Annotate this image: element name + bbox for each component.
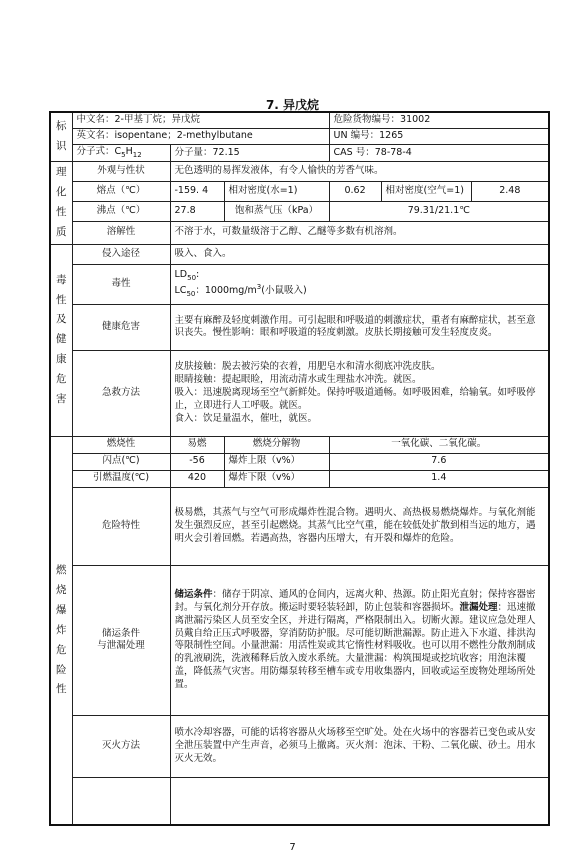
hazard-label: 危险特性 [72, 487, 170, 565]
en-name: 英文名：isopentane；2-methylbutane [72, 128, 329, 144]
route-value: 吸入、食入。 [170, 244, 549, 264]
extinguish-label: 灭火方法 [72, 715, 170, 777]
cn-name: 中文名：2-甲基丁烷；异戊烷 [72, 112, 329, 128]
autoignition-value: 420 [170, 470, 224, 487]
decomp-label: 燃烧分解物 [224, 436, 329, 453]
health-value: 主要有麻醉及轻度刺激作用。可引起眼和呼吸道的刺激症状，重者有麻醉症状，甚至意识丧失。慢性影响：眼和呼吸道的轻度刺激。皮肤长期接触可发生轻度皮炎。 [170, 304, 549, 350]
storage-heading: 储运条件 [174, 589, 213, 601]
flash-value: -56 [170, 453, 224, 470]
empty-label-cell [72, 777, 170, 825]
first-aid-label: 急救方法 [72, 350, 170, 436]
mol-weight: 分子量：72.15 [170, 144, 329, 161]
rel-density-air-value: 2.48 [471, 182, 549, 202]
storage-label-line1: 储运条件 [101, 627, 140, 639]
decomp-value: 一氧化碳、二氧化碳。 [329, 436, 549, 453]
vapor-value: 79.31/21.1℃ [329, 201, 549, 221]
cas-no: CAS 号：78-78-4 [329, 144, 549, 161]
bp-label: 沸点（℃） [72, 201, 170, 221]
storage-value [170, 565, 549, 715]
section-physchem: 理 化 性 质 [50, 162, 72, 245]
first-aid-ingest: 食入：饮足量温水，催吐，就医。 [174, 412, 318, 424]
formula: 分子式：$C_5H_{12}$ [72, 144, 170, 161]
lc50-value: $LC_{50}$：$1000mg/m^3$(小鼠吸入) [174, 283, 307, 299]
extinguish-value: 喷水冷却容器，可能的话将容器从火场移至空旷处。处在火场中的容器若已变色或从安全泄压装置中产生声音，必须马上撤离。灭火剂：泡沫、干粉、二氧化碳、砂土。用水灭火无效。 [170, 715, 549, 777]
msds-table [49, 111, 550, 826]
solubility-value: 不溶于水，可数量级溶于乙醇、乙醚等多数有机溶剂。 [170, 221, 549, 244]
section-toxicity: 毒 性 及 健 康 危 害 [50, 244, 72, 436]
hazard-value: 极易燃，其蒸气与空气可形成爆炸性混合物。遇明火、高热极易燃烧爆炸。与氧化剂能发生强烈反应，甚至引起燃烧。其蒸气比空气重，能在较低处扩散到相当远的地方，遇明火会引着回燃。若遇高热，容器内压增大，有开裂和爆炸的危险。 [170, 487, 549, 565]
bp-value: 27.8 [170, 201, 224, 221]
mp-label: 熔点（℃） [72, 182, 170, 202]
autoignition-label: 引燃温度(℃) [72, 470, 170, 487]
rel-density-water-label: 相对密度(水=1) [224, 182, 329, 202]
section-identity: 标 识 [50, 112, 72, 162]
upper-limit-value: 7.6 [329, 453, 549, 470]
first-aid-eye: 眼睛接触：提起眼睑，用流动清水或生理盐水冲洗。就医。 [174, 374, 422, 386]
mp-value: -159. 4 [170, 182, 224, 202]
page-number: 7 [289, 842, 296, 853]
flammability-label: 燃烧性 [72, 436, 170, 453]
lower-limit-label: 爆炸下限（v%） [224, 470, 329, 487]
first-aid-inhale: 吸入：迅速脱离现场至空气新鲜处。保持呼吸道通畅。如呼吸困难，给输氧。如呼吸停止，立即进行人工呼吸。就医。 [174, 386, 536, 411]
vapor-label: 饱和蒸气压（kPa） [224, 201, 329, 221]
storage-label-line2: 与泄漏处理 [97, 640, 145, 652]
empty-value-cell [170, 777, 549, 825]
un-no: UN 编号：1265 [329, 128, 549, 144]
upper-limit-label: 爆炸上限（v%） [224, 453, 329, 470]
solubility-label: 溶解性 [72, 221, 170, 244]
first-aid-values [170, 350, 549, 436]
appearance-label: 外观与性状 [72, 162, 170, 182]
health-label: 健康危害 [72, 304, 170, 350]
route-label: 侵入途径 [72, 244, 170, 264]
appearance-value: 无色透明的易挥发液体，有令人愉快的芳香气味。 [170, 162, 549, 182]
toxicity-label: 毒性 [72, 264, 170, 304]
rel-density-water-value: 0.62 [329, 182, 381, 202]
lower-limit-value: 1.4 [329, 470, 549, 487]
rel-density-air-label: 相对密度(空气=1) [381, 182, 471, 202]
ld50-value: $LD_{50}$: [174, 268, 200, 282]
flash-label: 闪点(℃) [72, 453, 170, 470]
leak-heading: 泄漏处理 [459, 601, 498, 613]
section-fire: 燃 烧 爆 炸 危 险 性 [50, 436, 72, 825]
storage-text: ：储存于阴凉、通风的仓间内，远离火种、热源。防止阳光直射；保持容器密封。与氧化剂分开存放。搬运时要轻装轻卸，防止包装和容器损坏。 [174, 589, 536, 613]
toxicity-values [170, 264, 549, 304]
flammability-value: 易燃 [170, 436, 224, 453]
leak-text: ：迅速撤离泄漏污染区人员至安全区，并进行隔离，严格限制出入。切断火源。建议应急处理人员戴自给正压式呼吸器，穿消防防护服。尽可能切断泄漏源。防止进入下水道、排洪沟等限制性空间。小量泄漏：用活性炭或其它惰性材料吸收。也可以用不燃性分散剂制成的乳液刷洗，洗液稀释后放入废水系统。大量泄漏：构筑围堤或挖坑收容；用泡沫覆盖，降低蒸气灾害。用防爆泵转移至槽车或专用收集器内，回收或运至废物处理场所处置。 [174, 601, 536, 690]
first-aid-skin: 皮肤接触：脱去被污染的衣着，用肥皂水和清水彻底冲洗皮肤。 [174, 361, 441, 373]
storage-label [72, 565, 170, 715]
hazard-no: 危险货物编号：31002 [329, 112, 549, 128]
document-title: 7. 异戊烷 [265, 98, 320, 112]
